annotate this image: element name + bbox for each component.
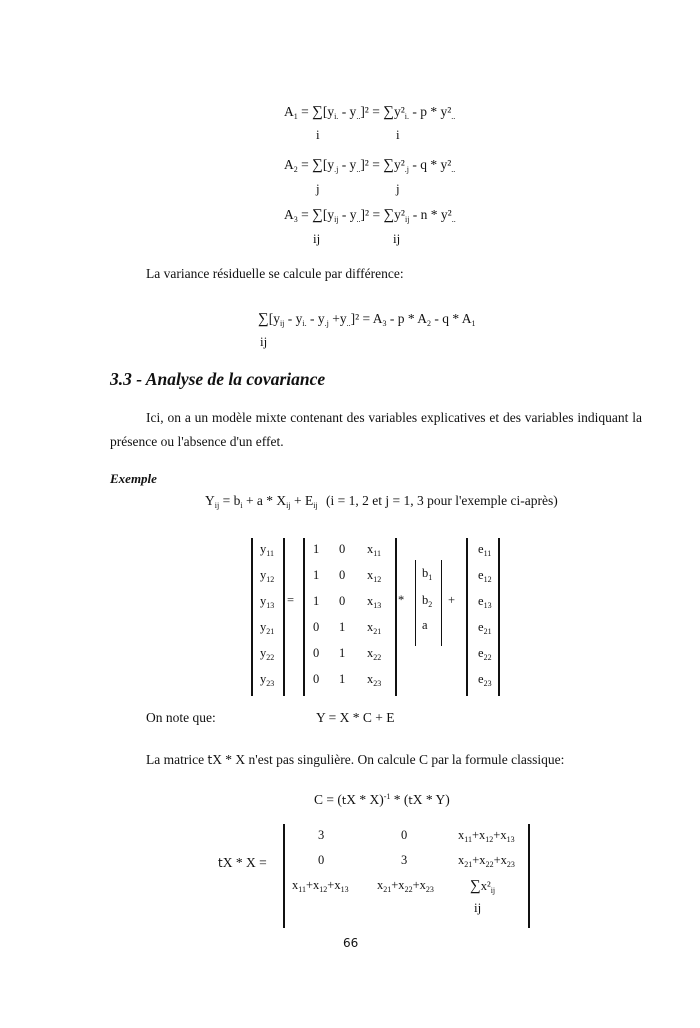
c-vector-right-bar: [441, 560, 442, 646]
equation-a3: $A_3 = \sum[y_{ij} - y_{..}]^2 = \sum y^2_{ij} - n * y^2_{..}$: [284, 207, 456, 224]
e-entry: $e_{11}$: [478, 542, 492, 558]
c-vector-left-bar: [415, 560, 416, 646]
txx-r2c2: 3: [401, 853, 408, 867]
txx-r1c3: $x_{11}+x_{12}+x_{13}$: [458, 828, 515, 844]
x-entry: $x_{23}$: [367, 672, 382, 688]
txx-r3c2: $x_{21}+x_{22}+x_{23}$: [377, 878, 434, 894]
x-entry: 0: [313, 620, 320, 634]
y-entry: $y_{12}$: [260, 568, 275, 584]
equation-a1-index-1: i: [316, 127, 320, 142]
model-range: (i = 1, 2 et j = 1, 3 pour l'exemple ci-après): [326, 493, 558, 508]
matrix-sentence: La matrice tX * X n'est pas singulière. On calcule C par la formule classique:: [146, 752, 565, 767]
e-entry: $e_{23}$: [478, 672, 492, 688]
y-vector-right-bar: [283, 538, 285, 696]
example-label: Exemple: [110, 471, 157, 486]
txx-label: tX * X =: [218, 855, 267, 870]
txx-r2c1: 0: [318, 853, 325, 867]
page-number: 66: [343, 936, 359, 950]
y-entry: $y_{23}$: [260, 672, 275, 688]
x-entry: $x_{13}$: [367, 594, 382, 610]
x-entry: 1: [339, 620, 346, 634]
y-vector-left-bar: [251, 538, 253, 696]
residual-index: ij: [260, 334, 268, 349]
matrix-plus: +: [448, 593, 456, 607]
x-entry: 1: [313, 542, 320, 556]
y-entry: $y_{13}$: [260, 594, 275, 610]
model-equation: $Y_{ij} = b_i + a * X_{ij} + E_{ij}$: [205, 493, 318, 510]
x-entry: $x_{11}$: [367, 542, 381, 558]
equation-a1: $A_1 = \sum[y_{i.} - y_{..}]^2 = \sum y^2_{i.} - p * y^2_{..}$: [284, 104, 456, 121]
x-entry: 0: [339, 594, 346, 608]
e-entry: $e_{22}$: [478, 646, 492, 662]
c-entry: $b_2$: [422, 593, 433, 609]
x-entry: 0: [313, 672, 320, 686]
e-vector-right-bar: [498, 538, 500, 696]
c-entry: $b_1$: [422, 566, 433, 582]
equation-a3-index-2: ij: [393, 231, 401, 246]
c-entry: a: [422, 618, 428, 632]
x-entry: $x_{21}$: [367, 620, 382, 636]
paragraph-line-2: présence ou l'absence d'un effet.: [110, 434, 284, 449]
e-entry: $e_{12}$: [478, 568, 492, 584]
x-entry: 1: [339, 646, 346, 660]
note-formula: Y = X * C + E: [316, 710, 395, 725]
txx-r1c2: 0: [401, 828, 408, 842]
txx-left-bar: [283, 824, 285, 928]
x-entry: 1: [313, 568, 320, 582]
x-entry: $x_{22}$: [367, 646, 382, 662]
residual-text: La variance résiduelle se calcule par différence:: [146, 266, 404, 281]
equation-a1-index-2: i: [396, 127, 400, 142]
x-entry: 0: [313, 646, 320, 660]
matrix-equals: =: [287, 593, 295, 607]
y-entry: $y_{21}$: [260, 620, 275, 636]
e-vector-left-bar: [466, 538, 468, 696]
txx-r3c3-index: ij: [474, 900, 482, 915]
y-entry: $y_{22}$: [260, 646, 275, 662]
txx-r3c3: $\sum x^2_{ij}$: [470, 878, 496, 895]
note-label: On note que:: [146, 710, 216, 725]
x-matrix-left-bar: [303, 538, 305, 696]
c-formula: C = (tX * X)$^{-1}$ * (tX * Y): [314, 792, 450, 807]
matrix-times: *: [398, 593, 405, 607]
x-entry: 1: [339, 672, 346, 686]
txx-r1c1: 3: [318, 828, 325, 842]
e-entry: $e_{21}$: [478, 620, 492, 636]
equation-a3-index-1: ij: [313, 231, 321, 246]
equation-a2: $A_2 = \sum[y_{.j} - y_{..}]^2 = \sum y^2_{.j} - q * y^2_{..}$: [284, 157, 456, 174]
x-matrix-right-bar: [395, 538, 397, 696]
section-title: 3.3 - Analyse de la covariance: [110, 369, 326, 389]
e-entry: $e_{13}$: [478, 594, 492, 610]
txx-r2c3: $x_{21}+x_{22}+x_{23}$: [458, 853, 515, 869]
paragraph-line-1: Ici, on a un modèle mixte contenant des variables explicatives et des variables indiquant la: [146, 410, 642, 425]
x-entry: 0: [339, 542, 346, 556]
x-entry: $x_{12}$: [367, 568, 382, 584]
txx-r3c1: $x_{11}+x_{12}+x_{13}$: [292, 878, 349, 894]
y-entry: $y_{11}$: [260, 542, 274, 558]
x-entry: 1: [313, 594, 320, 608]
equation-a2-index-1: j: [316, 181, 320, 196]
x-entry: 0: [339, 568, 346, 582]
residual-equation: $\sum[y_{ij} - y_{i.} - y_{.j} +y_{..}]^2 = A_3 - p * A_2 - q * A_1$: [258, 311, 476, 328]
equation-a2-index-2: j: [396, 181, 400, 196]
txx-right-bar: [528, 824, 530, 928]
